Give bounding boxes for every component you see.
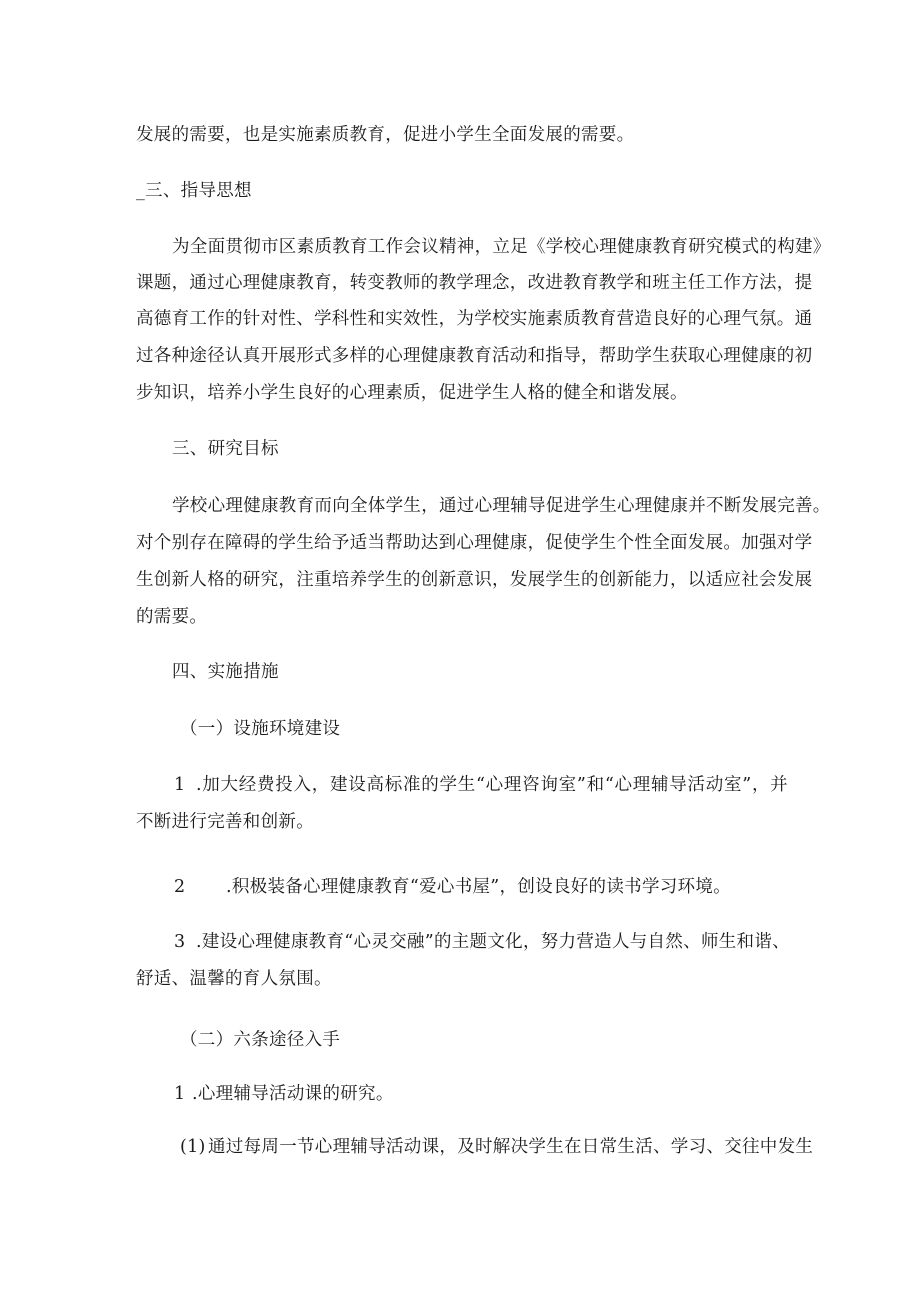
goals-line-3: 生创新人格的研究，注重培养学生的创新意识，发展学生的创新能力，以适应社会发展: [136, 570, 813, 590]
sub1-item3-line-1: .建设心理健康教育“心灵交融”的主题文化，努力营造人与自然、师生和谐、: [196, 932, 790, 952]
sub2-item1-text: .心理辅导活动课的研究。: [192, 1084, 394, 1104]
sub1-item2-text: .积极装备心理健康教育“爱心书屋”，创设良好的读书学习环境。: [226, 877, 731, 897]
sub1-item2-number: 2: [174, 877, 186, 897]
measures-heading: 四、实施措施: [172, 662, 279, 682]
sub2-heading: （二）六条途径入手: [180, 1030, 341, 1050]
guiding-line-4: 过各种途径认真开展形式多样的心理健康教育活动和指导，帮助学生获取心理健康的初: [136, 346, 813, 366]
guiding-line-5: 步知识，培养小学生良好的心理素质，促进学生人格的健全和谐发展。: [136, 383, 688, 403]
sub1-item1-line-2: 不断进行完善和创新。: [136, 812, 314, 832]
sub1-item1-number: 1: [174, 775, 186, 795]
goals-heading: 三、研究目标: [172, 439, 279, 459]
sub2-point1-number: (1): [180, 1137, 206, 1157]
sub1-item1-line-1: .加大经费投入，建设高标准的学生“心理咨询室”和“心理辅导活动室”，并: [196, 775, 788, 795]
guiding-line-1: 为全面贯彻市区素质教育工作会议精神，立足《学校心理健康教育研究模式的构建》: [172, 237, 831, 257]
guiding-line-2: 课题，通过心理健康教育，转变教师的教学理念，改进教育教学和班主任工作方法，提: [136, 273, 813, 293]
guiding-heading: _三、指导思想: [136, 181, 252, 201]
sub1-item3-number: 3: [174, 932, 186, 952]
goals-line-4: 的需要。: [136, 607, 208, 627]
intro-tail-line: 发展的需要，也是实施素质教育，促进小学生全面发展的需要。: [136, 125, 635, 145]
guiding-line-3: 高德育工作的针对性、学科性和实效性，为学校实施素质教育营造良好的心理气氛。通: [136, 309, 813, 329]
sub1-heading: （一）设施环境建设: [180, 719, 341, 739]
sub1-item3-line-2: 舒适、温馨的育人氛围。: [136, 969, 332, 989]
goals-line-1: 学校心理健康教育而向全体学生，通过心理辅导促进学生心理健康并不断发展完善。: [172, 496, 831, 516]
goals-line-2: 对个别存在障碍的学生给予适当帮助达到心理健康，促使学生个性全面发展。加强对学: [136, 533, 813, 553]
sub2-point1-text: 通过每周一节心理辅导活动课，及时解决学生在日常生活、学习、交往中发生: [208, 1137, 814, 1157]
sub2-item1-number: 1: [174, 1084, 186, 1104]
